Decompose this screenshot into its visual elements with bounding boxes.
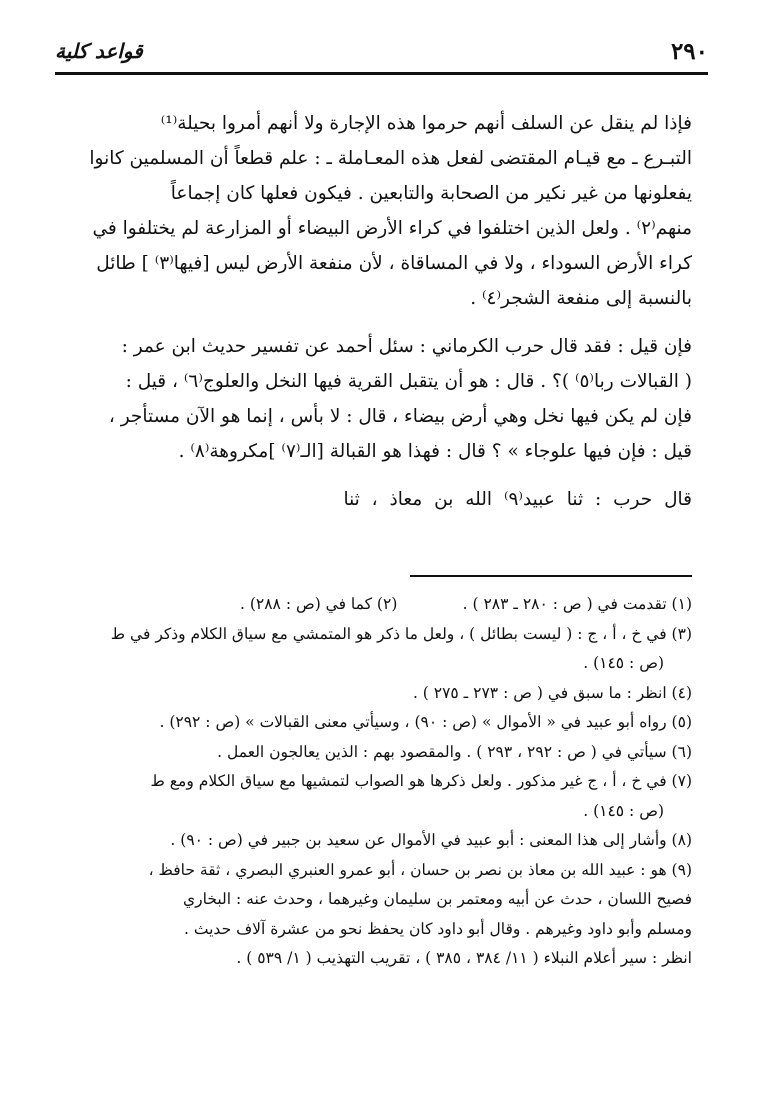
footnote-5: (٥) رواه أبو عبيد في « الأموال » (ص : ٩٠) ، وسيأتي معنى القبالات » (ص : ٢٩٢) . xyxy=(159,713,692,731)
footnote-9-cont: فصيح اللسان ، حدث عن أبيه ومعتمر بن سليمان وغيرهما ، وحدث عنه : البخاري xyxy=(183,890,692,908)
paragraph-gap xyxy=(70,316,692,329)
footnote-7: (٧) في خ ، أ ، ج غير مذكور . ولعل ذكرها هو الصواب لتمشيها مع سياق الكلام ومع ط xyxy=(150,772,692,790)
text-line: منهم⁽٢⁾ . ولعل الذين اختلفوا في كراء الأرض البيضاء أو المزارعة لم يختلفوا في xyxy=(92,218,692,239)
text-line: ( القبالات ربا⁽٥⁾ )؟ . قال : هو أن يتقبل القرية فيها النخل والعلوج⁽٦⁾ ، قيل : xyxy=(125,371,692,392)
footnote-9: (٩) هو : عبيد الله بن معاذ بن نصر بن حسان ، أبو عمرو العنبري البصري ، ثقة حافظ ، xyxy=(148,860,692,879)
page-number: ٢٩٠ xyxy=(670,37,708,65)
text-line: فإذا لم ينقل عن السلف أنهم حرموا هذه الإجارة ولا أنهم أمروا بحيلة⁽¹⁾ xyxy=(160,113,692,134)
footnote-9-ref: انظر : سير أعلام النبلاء ( ١١/ ٣٨٤ ، ٣٨٥ ) ، تقريب التهذيب ( ١/ ٥٣٩ ) . xyxy=(236,949,692,967)
text-line: قيل : فإن فيها علوجاء » ؟ قال : فهذا هو القبالة [الـ⁽٧⁾ ]مكروهة⁽٨⁾ . xyxy=(178,441,692,462)
text-line: فإن لم يكن فيها نخل وهي أرض بيضاء ، قال : لا بأس ، إنما هو الآن مستأجر ، xyxy=(108,406,692,427)
text-line: يفعلونها من غير نكير من الصحابة والتابعين . فيكون فعلها كان إجماعاً xyxy=(170,183,692,204)
header-rule xyxy=(55,72,708,75)
footnote-3-cont: (ص : ١٤٥) . xyxy=(583,654,664,672)
main-text xyxy=(70,106,692,517)
footnote-1: (١) تقدمت في ( ص : ٢٨٠ ـ ٢٨٣ ) . xyxy=(462,595,692,613)
footnote-3: (٣) في خ ، أ ، ج : ( ليست بطائل ) ، ولعل ما ذكر هو المتمشي مع سياق الكلام وذكر في ط xyxy=(110,624,692,643)
text-line: قال حرب : ثنا عبيد⁽٩⁾ الله بن معاذ ، ثنا xyxy=(343,489,692,510)
text-line: كراء الأرض السوداء ، ولا في المساقاة ، لأن منفعة الأرض ليس [فيها⁽٣⁾ ] طائل xyxy=(96,253,692,274)
footnote-6: (٦) سيأتي في ( ص : ٢٩٢ ، ٢٩٣ ) . والمقصود بهم : الذين يعالجون العمل . xyxy=(217,742,692,761)
footnote-9-cont: ومسلم وأبو داود وغيرهم . وقال أبو داود كان يحفظ نحو من عشرة آلاف حديث . xyxy=(184,919,692,938)
text-line: التبـرع ـ مع قيـام المقتضى لفعل هذه المعـاملة ـ : علم قطعاً أن المسلمين كانوا xyxy=(89,148,692,169)
footnote-8: (٨) وأشار إلى هذا المعنى : أبو عبيد في الأموال عن سعيد بن جبير في (ص : ٩٠) . xyxy=(170,831,692,849)
footnote-row xyxy=(70,590,692,620)
text-line: فإن قيل : فقد قال حرب الكرماني : سئل أحمد عن تفسير حديث ابن عمر : xyxy=(121,336,692,357)
footnote-2: (٢) كما في (ص : ٢٨٨) . xyxy=(240,595,398,613)
footnotes xyxy=(70,590,692,974)
running-title: قواعد كلية xyxy=(55,39,143,63)
text-line: بالنسبة إلى منفعة الشجر⁽٤⁾ . xyxy=(470,288,692,309)
paragraph-gap xyxy=(70,469,692,482)
page-header xyxy=(55,34,708,68)
footnote-7-cont: (ص : ١٤٥) . xyxy=(583,801,664,820)
footnote-separator xyxy=(410,575,692,577)
footnote-4: (٤) انظر : ما سبق في ( ص : ٢٧٣ ـ ٢٧٥ ) . xyxy=(412,683,692,702)
